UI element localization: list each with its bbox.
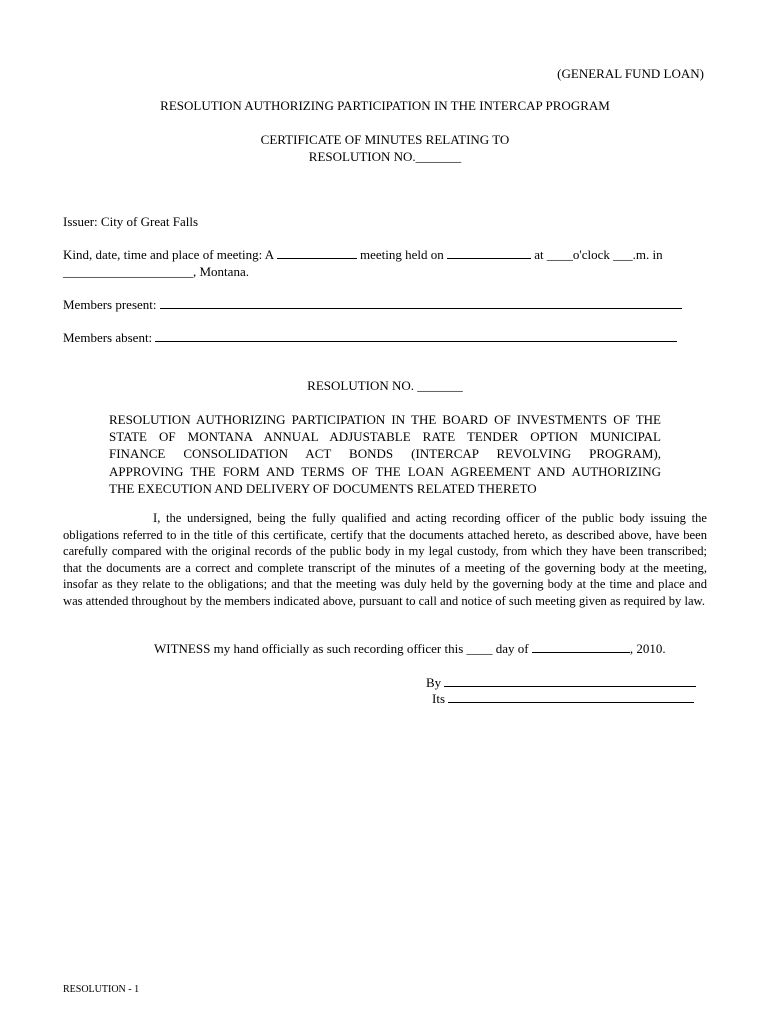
members-absent-label: Members absent:: [63, 330, 153, 345]
its-row: [432, 691, 694, 707]
its-title-blank[interactable]: [448, 701, 694, 703]
members-absent-row: [63, 330, 677, 346]
certificate-heading-line2: RESOLUTION NO._______: [308, 149, 462, 164]
its-label: Its: [432, 691, 445, 706]
certificate-heading-line1: CERTIFICATE OF MINUTES RELATING TO: [260, 132, 510, 147]
resolution-title-line: THE EXECUTION AND DELIVERY OF DOCUMENTS RELATED THERETO: [109, 480, 537, 496]
loan-type-label: (GENERAL FUND LOAN): [557, 66, 704, 81]
members-absent-blank[interactable]: [155, 340, 677, 342]
meeting-line: [63, 247, 663, 263]
by-row: [426, 675, 696, 691]
meeting-label: Kind, date, time and place of meeting: A: [63, 247, 274, 262]
members-present-row: [63, 297, 682, 313]
by-label: By: [426, 675, 442, 690]
resolution-title-line: APPROVING THE FORM AND TERMS OF THE LOAN AGREEMENT AND AUTHORIZING: [109, 463, 661, 479]
resolution-title-line: STATE OF MONTANA ANNUAL ADJUSTABLE RATE TENDER OPTION MUNICIPAL: [109, 429, 661, 445]
montana-line: ____________________, Montana.: [63, 264, 249, 279]
resolution-title-line: FINANCE CONSOLIDATION ACT BONDS (INTERCAP REVOLVING PROGRAM),: [109, 446, 661, 462]
resolution-title-line: RESOLUTION AUTHORIZING PARTICIPATION IN THE BOARD OF INVESTMENTS OF THE: [109, 412, 661, 427]
document-title: RESOLUTION AUTHORIZING PARTICIPATION IN THE INTERCAP PROGRAM: [160, 98, 610, 113]
meeting-held-on-label: meeting held on: [359, 247, 444, 262]
meeting-date-blank[interactable]: [447, 257, 531, 259]
witness-year: , 2010.: [629, 641, 666, 656]
resolution-number: RESOLUTION NO. _______: [307, 378, 463, 393]
witness-line: [154, 641, 666, 657]
members-present-blank[interactable]: [160, 307, 682, 309]
certification-paragraph: I, the undersigned, being the fully qualified and acting recording officer of the public body issuing the obligations referred to in the title of this certificate, certify that the documents attached hereto, as described above, have been carefully compared with the original records of the public body in my legal custody, from which they have been transcribed; that the documents are a correct and complete transcript of the minutes of a meeting of the governing body at the meeting, insofar as they relate to the obligations; and that the meeting was duly held by the governing body at the time and place and was attended throughout by the members indicated above, pursuant to call and notice of such meeting given as required by law.: [63, 511, 707, 608]
members-present-label: Members present:: [63, 297, 157, 312]
page-footer: RESOLUTION - 1: [63, 984, 140, 995]
issuer-line: Issuer: City of Great Falls: [63, 214, 199, 229]
by-signature-blank[interactable]: [444, 685, 696, 687]
witness-month-blank[interactable]: [532, 651, 630, 653]
resolution-title-block: [109, 411, 661, 497]
meeting-kind-blank[interactable]: [277, 257, 357, 259]
witness-text: WITNESS my hand officially as such recording officer this ____ day of: [154, 641, 529, 656]
meeting-time-place-label: at ____o'clock ___.m. in: [534, 247, 663, 262]
